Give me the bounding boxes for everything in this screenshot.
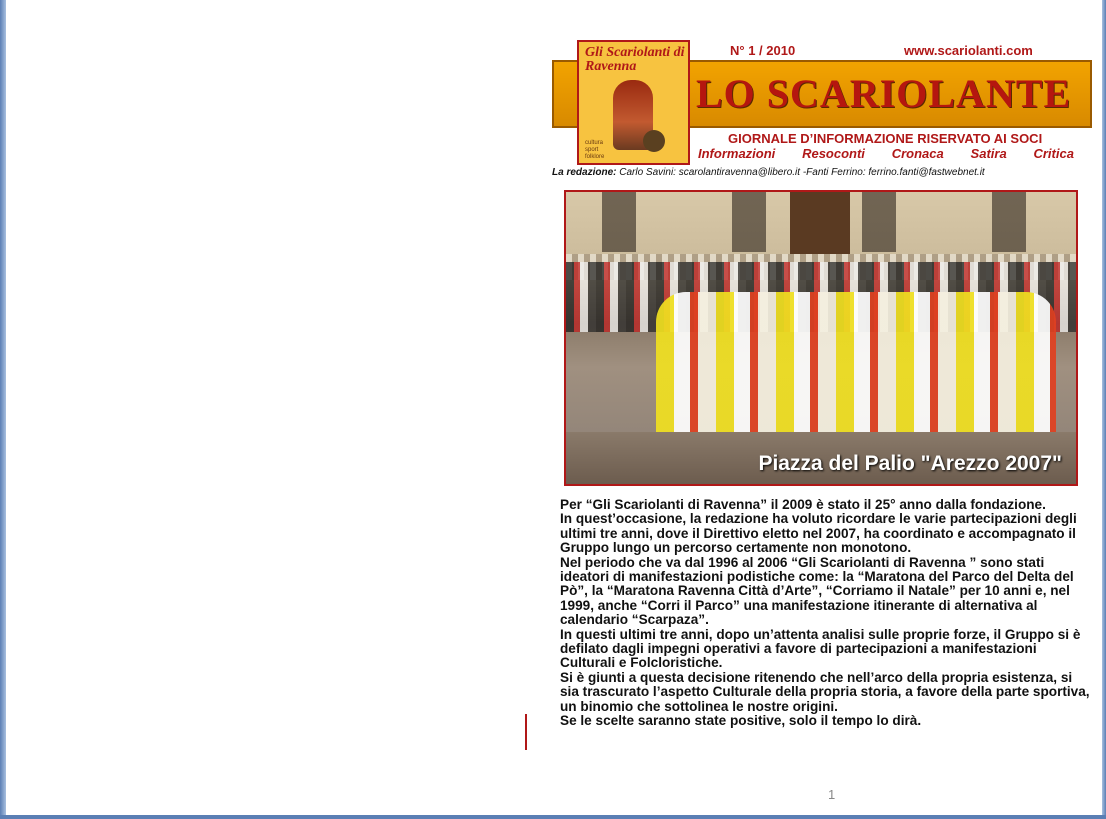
logo-footer: cultura sport folklore — [585, 140, 605, 160]
photo-runners-group — [656, 292, 1056, 442]
photo-building-door — [790, 192, 850, 254]
logo-text: Gli Scariolanti di Ravenna — [585, 45, 685, 74]
text-cursor-marker — [525, 714, 527, 750]
tag-cronaca: Cronaca — [891, 146, 944, 161]
article-paragraph: Nel periodo che va dal 1996 al 2006 “Gli Scariolanti di Ravenna ” sono stati ideatori di manifestazioni podistiche come: la “Maratona del Parco del Delta del Pò”, la “Maratona Ravenna Città d’Arte”, “Corriamo il Natale” per 10 anni e, nel 1999, anche “Corri il Parco” una manifestazione itinerante di alternativa al calendario “Scarpaza”. — [560, 554, 1074, 628]
section-tags — [698, 146, 1074, 161]
editorial-label: La redazione: — [552, 167, 617, 178]
window-frame-right — [1102, 0, 1106, 819]
article-paragraph: Se le scelte saranno state positive, solo il tempo lo dirà. — [560, 713, 922, 729]
group-photo — [564, 190, 1078, 486]
photo-caption: Piazza del Palio "Arezzo 2007" — [758, 452, 1062, 475]
article-paragraph: Si è giunti a questa decisione ritenendo che nell’arco della propria esistenza, si sia trascurato l’aspetto Culturale della propria storia, a favore della parte sportiva, un binomio che sottolinea le nostre origini. — [560, 669, 1090, 714]
newspaper-subtitle: GIORNALE D’INFORMAZIONE RISERVATO AI SOCI — [728, 131, 1043, 146]
article-paragraph: In quest’occasione, la redazione ha voluto ricordare le varie partecipazioni degli ultimi tre anni, dove il Direttivo eletto nel 2007, ha coordinato e accompagnato il Gruppo lungo un percorso certamente non monotono. — [560, 511, 1077, 556]
window-frame-bottom — [0, 815, 1106, 819]
editorial-credits — [552, 167, 985, 178]
tag-informazioni: Informazioni — [698, 146, 776, 161]
article-paragraph: In questi ultimi tre anni, dopo un’attenta analisi sulle proprie forze, il Gruppo si è defilato dagli impegni operativi a favore di partecipazioni a manifestazioni Culturali e Folcloristiche. — [560, 626, 1081, 671]
wheelbarrow-icon — [643, 130, 665, 152]
website-link[interactable]: www.scariolanti.com — [904, 43, 1033, 58]
article-paragraph: Per “Gli Scariolanti di Ravenna” il 2009 è stato il 25° anno dalla fondazione. — [560, 497, 1046, 512]
newspaper-title: LO SCARIOLANTE — [696, 71, 1072, 116]
document-page — [6, 0, 1102, 815]
tag-resoconti: Resoconti — [802, 146, 865, 161]
editorial-contacts: Carlo Savini: scarolantiravenna@libero.it -Fanti Ferrino: ferrino.fanti@fastwebnet.it — [619, 167, 985, 178]
tag-critica: Critica — [1033, 146, 1074, 161]
tag-satira: Satira — [970, 146, 1007, 161]
page-number: 1 — [828, 787, 836, 802]
article-body — [560, 498, 1090, 729]
logo — [577, 40, 690, 165]
issue-number: N° 1 / 2010 — [730, 43, 796, 58]
